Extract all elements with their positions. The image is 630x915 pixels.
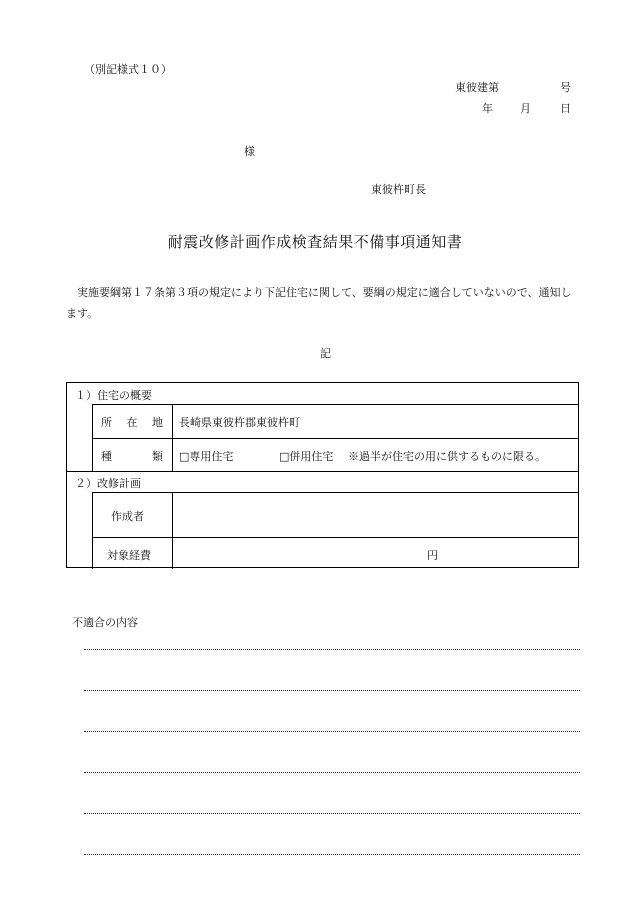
row-divider	[92, 492, 578, 493]
cost-label: 対象経費	[107, 549, 151, 562]
nonconformity-line[interactable]	[84, 772, 580, 773]
doc-number-suffix: 号	[560, 81, 571, 94]
col-divider	[172, 404, 173, 471]
date-month: 月	[520, 102, 531, 115]
location-label: 所 在 地	[101, 416, 163, 429]
type-option-combined[interactable]: □併用住宅	[279, 450, 334, 463]
ki-heading: 記	[320, 347, 331, 360]
date-year: 年	[482, 102, 493, 115]
form-number: （別記様式１０）	[84, 63, 172, 76]
nonconformity-line[interactable]	[84, 649, 580, 650]
type-label: 種 類	[101, 450, 163, 463]
row-divider	[92, 438, 578, 439]
section-divider	[67, 471, 578, 472]
nonconformity-line[interactable]	[84, 854, 580, 855]
type-option-dedicated[interactable]: □専用住宅	[179, 450, 234, 463]
section2-title: ２）改修計画	[75, 477, 141, 490]
row-divider	[92, 537, 578, 538]
col-divider	[172, 492, 173, 569]
date-day: 日	[560, 102, 571, 115]
doc-number-prefix: 東彼建第	[455, 81, 499, 94]
issuer-name: 東彼杵町長	[371, 183, 426, 196]
location-value: 長崎県東彼杵郡東彼杵町	[179, 416, 300, 429]
nonconformity-line[interactable]	[84, 731, 580, 732]
housing-table	[66, 382, 579, 568]
type-note: ※過半が住宅の用に供するものに限る。	[348, 450, 546, 463]
document-title: 耐震改修計画作成検査結果不備事項通知書	[167, 233, 463, 251]
cost-unit: 円	[427, 549, 438, 562]
col-divider	[92, 404, 93, 471]
body-text: 実施要綱第１７条第３項の規定により下記住宅に関して、要綱の規定に適合していないので、通知します。	[66, 286, 572, 320]
creator-label: 作成者	[111, 510, 144, 523]
addressee-suffix: 様	[244, 145, 255, 158]
section1-title: １）住宅の概要	[75, 389, 152, 402]
nonconformity-label: 不適合の内容	[72, 616, 138, 629]
nonconformity-line[interactable]	[84, 813, 580, 814]
nonconformity-line[interactable]	[84, 690, 580, 691]
row-divider	[92, 404, 578, 405]
col-divider	[92, 492, 93, 569]
